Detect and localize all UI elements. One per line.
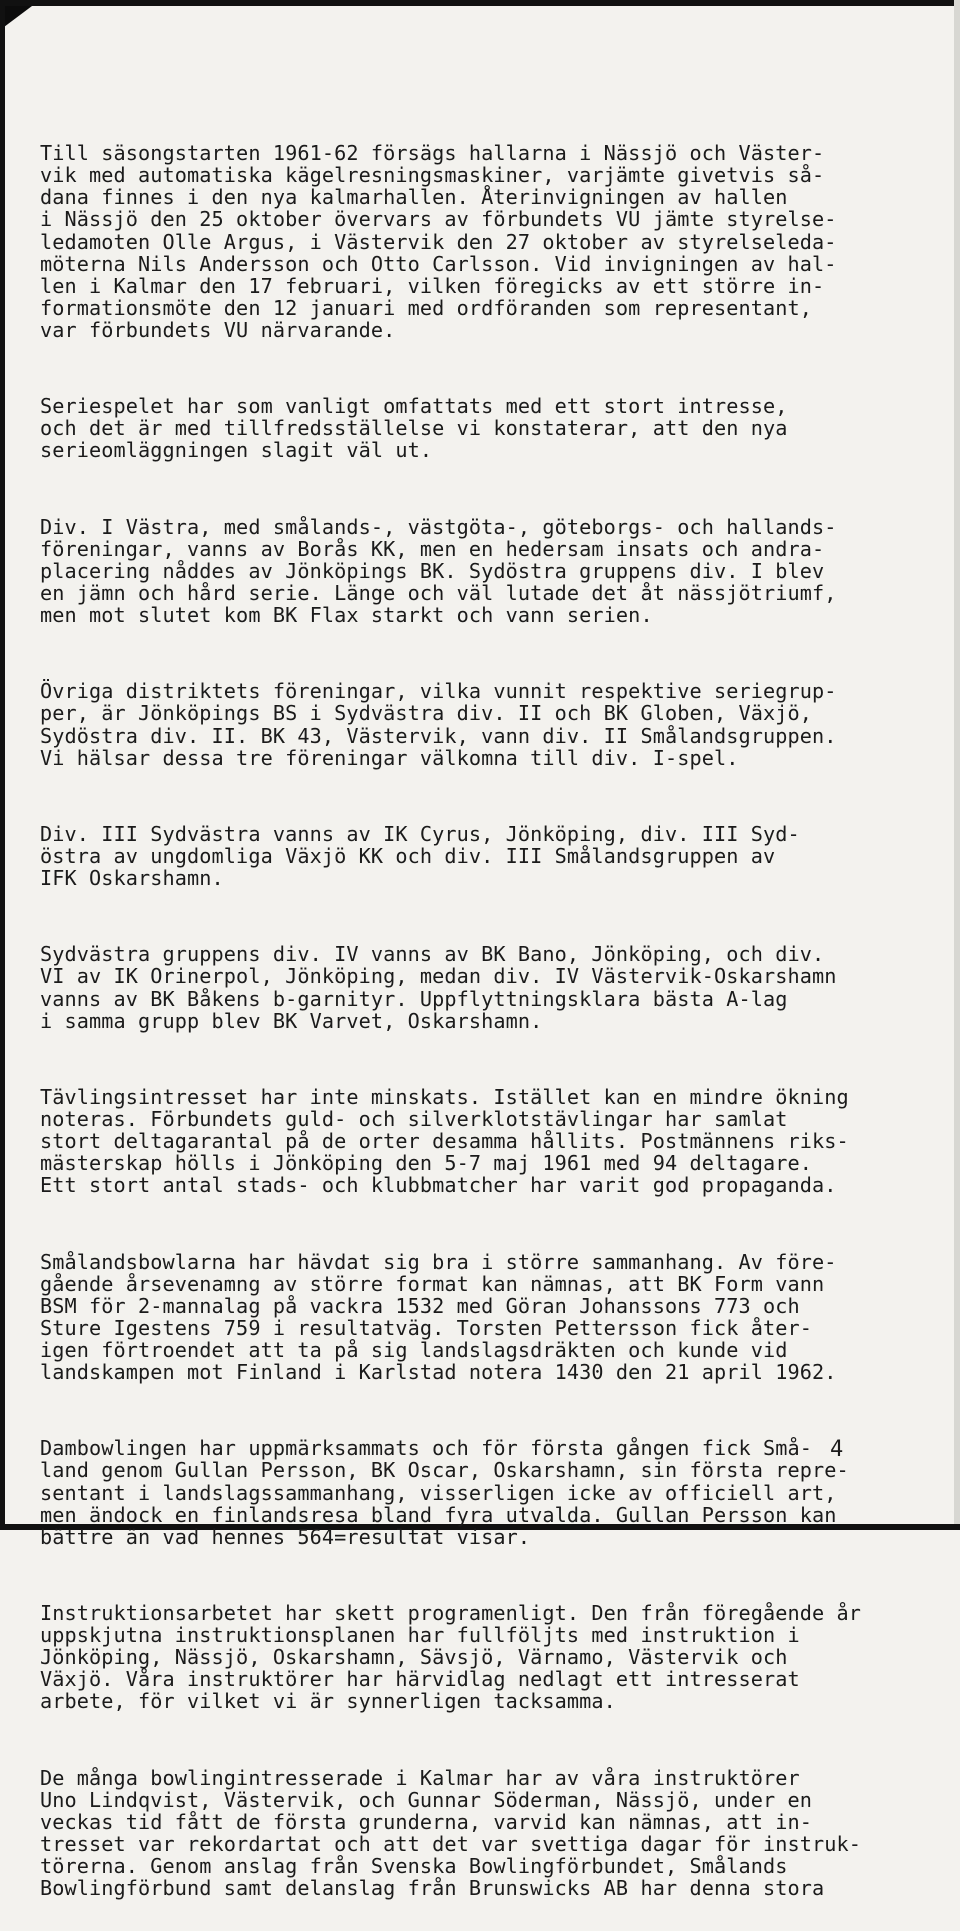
- paragraph-hall-renovations: Till säsongstarten 1961-62 försägs hallarna i Nässjö och Väster- vik med automatiska kägelresningsmaskiner, varjämte givetvis så- dana finnes i den nya kalmarhallen. Återinvigningen av hallen i Nässjö den 25 oktober övervars av förbundets VU jämte styrelse- ledamoten Olle Argus, i Västervik den 27 oktober av styrelseleda- möterna Nils Andersson och Otto Carlsson. Vid invigningen av hal- len i Kalmar den 17 februari, vilken föregicks av ett större in- formationsmöte den 12 januari med ordföranden som representant, var förbundets VU närvarande.: [40, 141, 837, 342]
- paragraph-series-play: Seriespelet har som vanligt omfattats med ett stort intresse, och det är med tillfredsställelse vi konstaterar, att den nya serieomläggningen slagit väl ut.: [40, 394, 788, 463]
- paragraph-competition-interest: Tävlingsintresset har inte minskats. Istället kan en mindre ökning noteras. Förbundets guld- och silverklotstävlingar har samlat stort deltagarantal på de orter desamma hållits. Postmännens riks- mästerskap hölls i Jönköping den 5-7 maj 1961 med 94 deltagare. Ett stort antal stads- och klubbmatcher har varit god propaganda.: [40, 1084, 849, 1198]
- paragraph-division-three: Div. III Sydvästra vanns av IK Cyrus, Jönköping, div. III Syd- östra av ungdomliga Växjö KK och div. III Smålandsgruppen av IFK Oskarshamn.: [40, 821, 800, 891]
- document-body: [40, 98, 910, 1931]
- page-number: 4: [830, 1437, 844, 1462]
- paragraph-division-one: Div. I Västra, med smålands-, västgöta-, göteborgs- och hallands- föreningar, vanns av Borås KK, men en hedersam insats och andra- placering nåddes av Jönköpings BK. Sydöstra gruppens div. I blev en jämn och hård serie. Länge och väl lutade det åt nässjötriumf, men mot slutet kom BK Flax starkt och vann serien.: [40, 514, 837, 628]
- paragraph-instruction-work: Instruktionsarbetet har skett programenligt. Den från föregående år uppskjutna instruktionsplanen har fullföljts med instruktion i Jönköping, Nässjö, Oskarshamn, Sävsjö, Värnamo, Västervik och Växjö. Våra instruktörer har härvidlag nedlagt ett intresserat arbete, för vilket vi är synnerligen tacksamma.: [40, 1601, 862, 1714]
- page-edge-right: [954, 0, 960, 1530]
- paragraph-kalmar-instructors: De många bowlingintresserade i Kalmar har av våra instruktörer Uno Lindqvist, Västervik, och Gunnar Söderman, Nässjö, under en veckas tid fått de första grunderna, varvid kan nämnas, att in- tresset var rekordartat och att det var svettiga dagar för instruk- törerna. Genom anslag från Svenska Bowlingförbundet, Smålands Bowlingförbund samt delanslag från Brunswicks AB har denna stora: [40, 1765, 862, 1901]
- page-edge-top: [0, 0, 960, 6]
- paragraph-division-four: Sydvästra gruppens div. IV vanns av BK Bano, Jönköping, och div. VI av IK Orinerpol, Jönköping, medan div. IV Västervik-Oskarshamn vanns av BK Båkens b-garnityr. Uppflyttningsklara bästa A-lag i samma grupp blev BK Varvet, Oskarshamn.: [40, 942, 837, 1033]
- paragraph-women-bowling: Dambowlingen har uppmärksammats och för första gången fick Små- land genom Gullan Persson, BK Oscar, Oskarshamn, sin första repre- sentant i landslagssammanhang, visserligen icke av officiell art, men ändock en finlandsresa bland fyra utvalda. Gullan Persson kan bättre än vad hennes 564=resultat visar.: [40, 1436, 849, 1549]
- page-edge-left: [0, 0, 5, 1530]
- paragraph-other-winners: Övriga distriktets föreningar, vilka vunnit respektive seriegrup- per, är Jönköpings BS i Sydvästra div. II och BK Globen, Växjö, Sydöstra div. II. BK 43, Västervik, vann div. II Smålandsgruppen. Vi hälsar dessa tre föreningar välkomna till div. I-spel.: [40, 679, 837, 770]
- paragraph-smaland-bowlers: Smålandsbowlarna har hävdat sig bra i större sammanhang. Av före- gående årsevenamng av större format kan nämnas, att BK Form vann BSM för 2-mannalag på vackra 1532 med Göran Johanssons 773 och Sture Igestens 759 i resultatväg. Torsten Pettersson fick åter- igen förtroendet att ta på sig landslagsdräkten och kunde vid landskampen mot Finland i Karlstad notera 1430 den 21 april 1962.: [40, 1249, 837, 1385]
